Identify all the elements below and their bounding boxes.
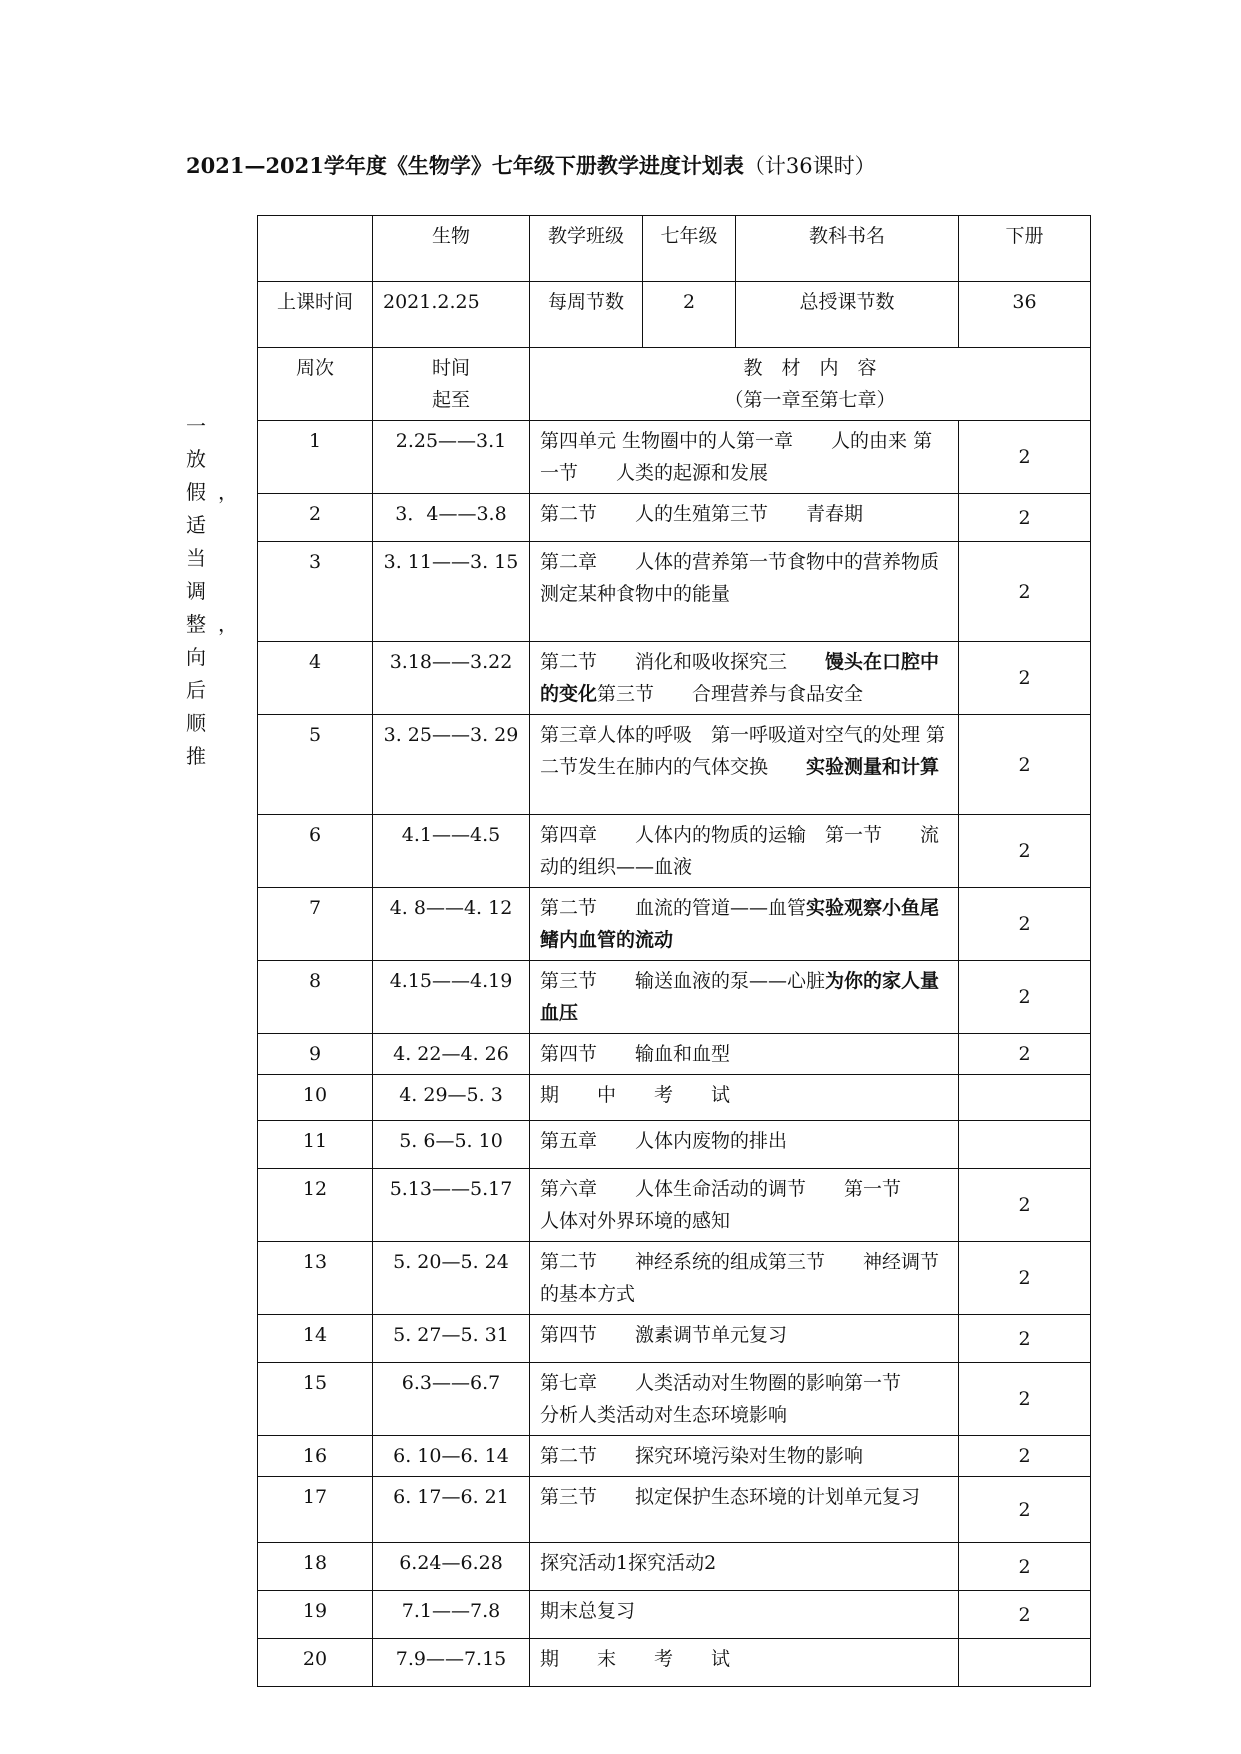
time-cell: 6.3——6.7 (373, 1363, 530, 1436)
hours-cell: 2 (959, 1436, 1091, 1477)
week-cell: 9 (258, 1034, 373, 1075)
hours-cell: 2 (959, 421, 1091, 494)
table-row (258, 421, 1091, 494)
total-label: 总授课节数 (736, 282, 959, 348)
header-time-line1: 时间 (431, 357, 470, 379)
hours-cell (959, 1639, 1091, 1687)
class-label: 教学班级 (530, 216, 643, 282)
subject-label (258, 216, 373, 282)
week-cell: 7 (258, 888, 373, 961)
content-cell (530, 1315, 959, 1363)
content-text: 第三节 输送血液的泵——心脏 (540, 970, 826, 992)
hours-cell: 2 (959, 1363, 1091, 1436)
content-cell (530, 815, 959, 888)
content-text: 期 中 考 试 (540, 1084, 731, 1106)
content-cell (530, 1639, 959, 1687)
header-time (373, 348, 530, 421)
week-cell: 13 (258, 1242, 373, 1315)
content-text: 第二章 人体的营养第一节食物中的营养物质 测定某种食物中的能量 (540, 551, 940, 605)
table-row (258, 642, 1091, 715)
table-row (258, 1121, 1091, 1169)
hours-cell: 2 (959, 1591, 1091, 1639)
time-cell: 5. 27—5. 31 (373, 1315, 530, 1363)
table-row (258, 1075, 1091, 1121)
content-cell (530, 1591, 959, 1639)
content-cell (530, 1477, 959, 1543)
content-text: 第三节 拟定保护生态环境的计划单元复习 (540, 1486, 921, 1508)
table-row (258, 1169, 1091, 1242)
content-cell (530, 421, 959, 494)
table-row (258, 1436, 1091, 1477)
book-value: 下册 (959, 216, 1091, 282)
week-cell: 15 (258, 1363, 373, 1436)
table-row (258, 494, 1091, 542)
content-bold-text: 为你的家人量血压 (540, 970, 940, 1024)
content-cell (530, 642, 959, 715)
time-cell: 7.9——7.15 (373, 1639, 530, 1687)
week-cell: 5 (258, 715, 373, 815)
time-cell: 3. 11——3. 15 (373, 542, 530, 642)
hours-cell: 2 (959, 1034, 1091, 1075)
info-row-2 (258, 282, 1091, 348)
time-cell: 4. 8——4. 12 (373, 888, 530, 961)
week-cell: 2 (258, 494, 373, 542)
table-row (258, 542, 1091, 642)
table-row (258, 1591, 1091, 1639)
hours-cell: 2 (959, 1169, 1091, 1242)
week-cell: 6 (258, 815, 373, 888)
content-text: 第四节 输血和血型 (540, 1043, 731, 1065)
start-value: 2021.2.25 (373, 282, 530, 348)
content-bold-text: 馒头在口腔中的变化 (540, 651, 940, 705)
hours-cell: 2 (959, 494, 1091, 542)
time-cell: 5.13——5.17 (373, 1169, 530, 1242)
time-cell: 6. 10—6. 14 (373, 1436, 530, 1477)
content-cell (530, 1543, 959, 1591)
week-cell: 3 (258, 542, 373, 642)
hours-cell: 2 (959, 815, 1091, 888)
content-cell (530, 1075, 959, 1121)
header-time-line2: 起至 (431, 389, 470, 411)
content-text: 第四单元 生物圈中的人第一章 人的由来 第一节 人类的起源和发展 (540, 430, 933, 484)
hours-cell: 2 (959, 715, 1091, 815)
content-cell (530, 494, 959, 542)
hours-cell: 2 (959, 1315, 1091, 1363)
week-cell: 8 (258, 961, 373, 1034)
hours-cell: 2 (959, 888, 1091, 961)
week-cell: 11 (258, 1121, 373, 1169)
time-cell: 6. 17—6. 21 (373, 1477, 530, 1543)
content-text: 第四章 人体内的物质的运输 第一节 流动的组织——血液 (540, 824, 940, 878)
hours-cell (959, 1121, 1091, 1169)
time-cell: 3.18——3.22 (373, 642, 530, 715)
content-cell (530, 1436, 959, 1477)
hours-cell (959, 1075, 1091, 1121)
table-row (258, 715, 1091, 815)
content-text: 第二节 消化和吸收探究三 (540, 651, 826, 673)
content-text: 第二节 人的生殖第三节 青春期 (540, 503, 864, 525)
content-text: 第六章 人体生命活动的调节 第一节 人体对外界环境的感知 (540, 1178, 940, 1232)
subject-value: 生物 (373, 216, 530, 282)
content-bold-text: 实验观察小鱼尾鳍内血管的流动 (540, 897, 940, 951)
page-title (186, 150, 1086, 182)
table-row (258, 815, 1091, 888)
content-text: 第五章 人体内废物的排出 (540, 1130, 788, 1152)
start-label: 上课时间 (258, 282, 373, 348)
content-text: 第三章人体的呼吸 第一呼吸道对空气的处理 第二节发生在肺内的气体交换 (540, 724, 946, 778)
table-row (258, 1363, 1091, 1436)
side-note: 一放假，适当调整，向后顺推 (186, 414, 250, 768)
time-cell: 2.25——3.1 (373, 421, 530, 494)
content-text: 期 末 考 试 (540, 1648, 731, 1670)
content-text-after: 第三节 合理营养与食品安全 (597, 683, 864, 705)
content-cell (530, 961, 959, 1034)
table-row (258, 1034, 1091, 1075)
content-bold-text: 实验测量和计算 (806, 756, 940, 778)
content-cell (530, 542, 959, 642)
title-paren: （计36课时） (743, 154, 876, 178)
week-cell: 17 (258, 1477, 373, 1543)
table-row (258, 888, 1091, 961)
header-content-line2: （第一章至第七章） (724, 389, 896, 411)
content-text: 第二节 神经系统的组成第三节 神经调节的基本方式 (540, 1251, 940, 1305)
week-cell: 18 (258, 1543, 373, 1591)
week-cell: 10 (258, 1075, 373, 1121)
time-cell: 4.1——4.5 (373, 815, 530, 888)
time-cell: 4. 29—5. 3 (373, 1075, 530, 1121)
title-main: 2021—2021学年度《生物学》七年级下册教学进度计划表 (186, 153, 744, 178)
hours-cell: 2 (959, 1477, 1091, 1543)
header-content (530, 348, 1091, 421)
week-cell: 14 (258, 1315, 373, 1363)
content-cell (530, 1242, 959, 1315)
weekly-label: 每周节数 (530, 282, 643, 348)
table-row (258, 1315, 1091, 1363)
content-cell (530, 888, 959, 961)
content-text: 第四节 激素调节单元复习 (540, 1324, 788, 1346)
hours-cell: 2 (959, 542, 1091, 642)
time-cell: 5. 6—5. 10 (373, 1121, 530, 1169)
total-value: 36 (959, 282, 1091, 348)
time-cell: 5. 20—5. 24 (373, 1242, 530, 1315)
table-row (258, 1242, 1091, 1315)
content-cell (530, 1034, 959, 1075)
hours-cell: 2 (959, 1543, 1091, 1591)
week-cell: 19 (258, 1591, 373, 1639)
book-label: 教科书名 (736, 216, 959, 282)
week-cell: 4 (258, 642, 373, 715)
time-cell: 6.24—6.28 (373, 1543, 530, 1591)
hours-cell: 2 (959, 961, 1091, 1034)
table-row (258, 1639, 1091, 1687)
content-text: 探究活动1探究活动2 (540, 1552, 717, 1574)
header-content-line1: 教 材 内 容 (743, 357, 877, 379)
schedule-table (257, 215, 1091, 1687)
hours-cell: 2 (959, 1242, 1091, 1315)
class-value: 七年级 (643, 216, 736, 282)
table-row (258, 961, 1091, 1034)
content-text: 第二节 血流的管道——血管 (540, 897, 807, 919)
header-row (258, 348, 1091, 421)
content-text: 期末总复习 (540, 1600, 636, 1622)
hours-cell: 2 (959, 642, 1091, 715)
time-cell: 3．4——3.8 (373, 494, 530, 542)
content-text: 第七章 人类活动对生物圈的影响第一节 分析人类活动对生态环境影响 (540, 1372, 940, 1426)
time-cell: 7.1——7.8 (373, 1591, 530, 1639)
content-cell (530, 1121, 959, 1169)
week-cell: 16 (258, 1436, 373, 1477)
table-row (258, 1477, 1091, 1543)
content-cell (530, 1169, 959, 1242)
week-cell: 1 (258, 421, 373, 494)
time-cell: 4.15——4.19 (373, 961, 530, 1034)
content-text: 第二节 探究环境污染对生物的影响 (540, 1445, 864, 1467)
header-week: 周次 (258, 348, 373, 421)
time-cell: 3. 25——3. 29 (373, 715, 530, 815)
weekly-value: 2 (643, 282, 736, 348)
week-cell: 20 (258, 1639, 373, 1687)
week-cell: 12 (258, 1169, 373, 1242)
content-cell (530, 1363, 959, 1436)
content-cell (530, 715, 959, 815)
table-row (258, 1543, 1091, 1591)
time-cell: 4. 22—4. 26 (373, 1034, 530, 1075)
info-row-1 (258, 216, 1091, 282)
